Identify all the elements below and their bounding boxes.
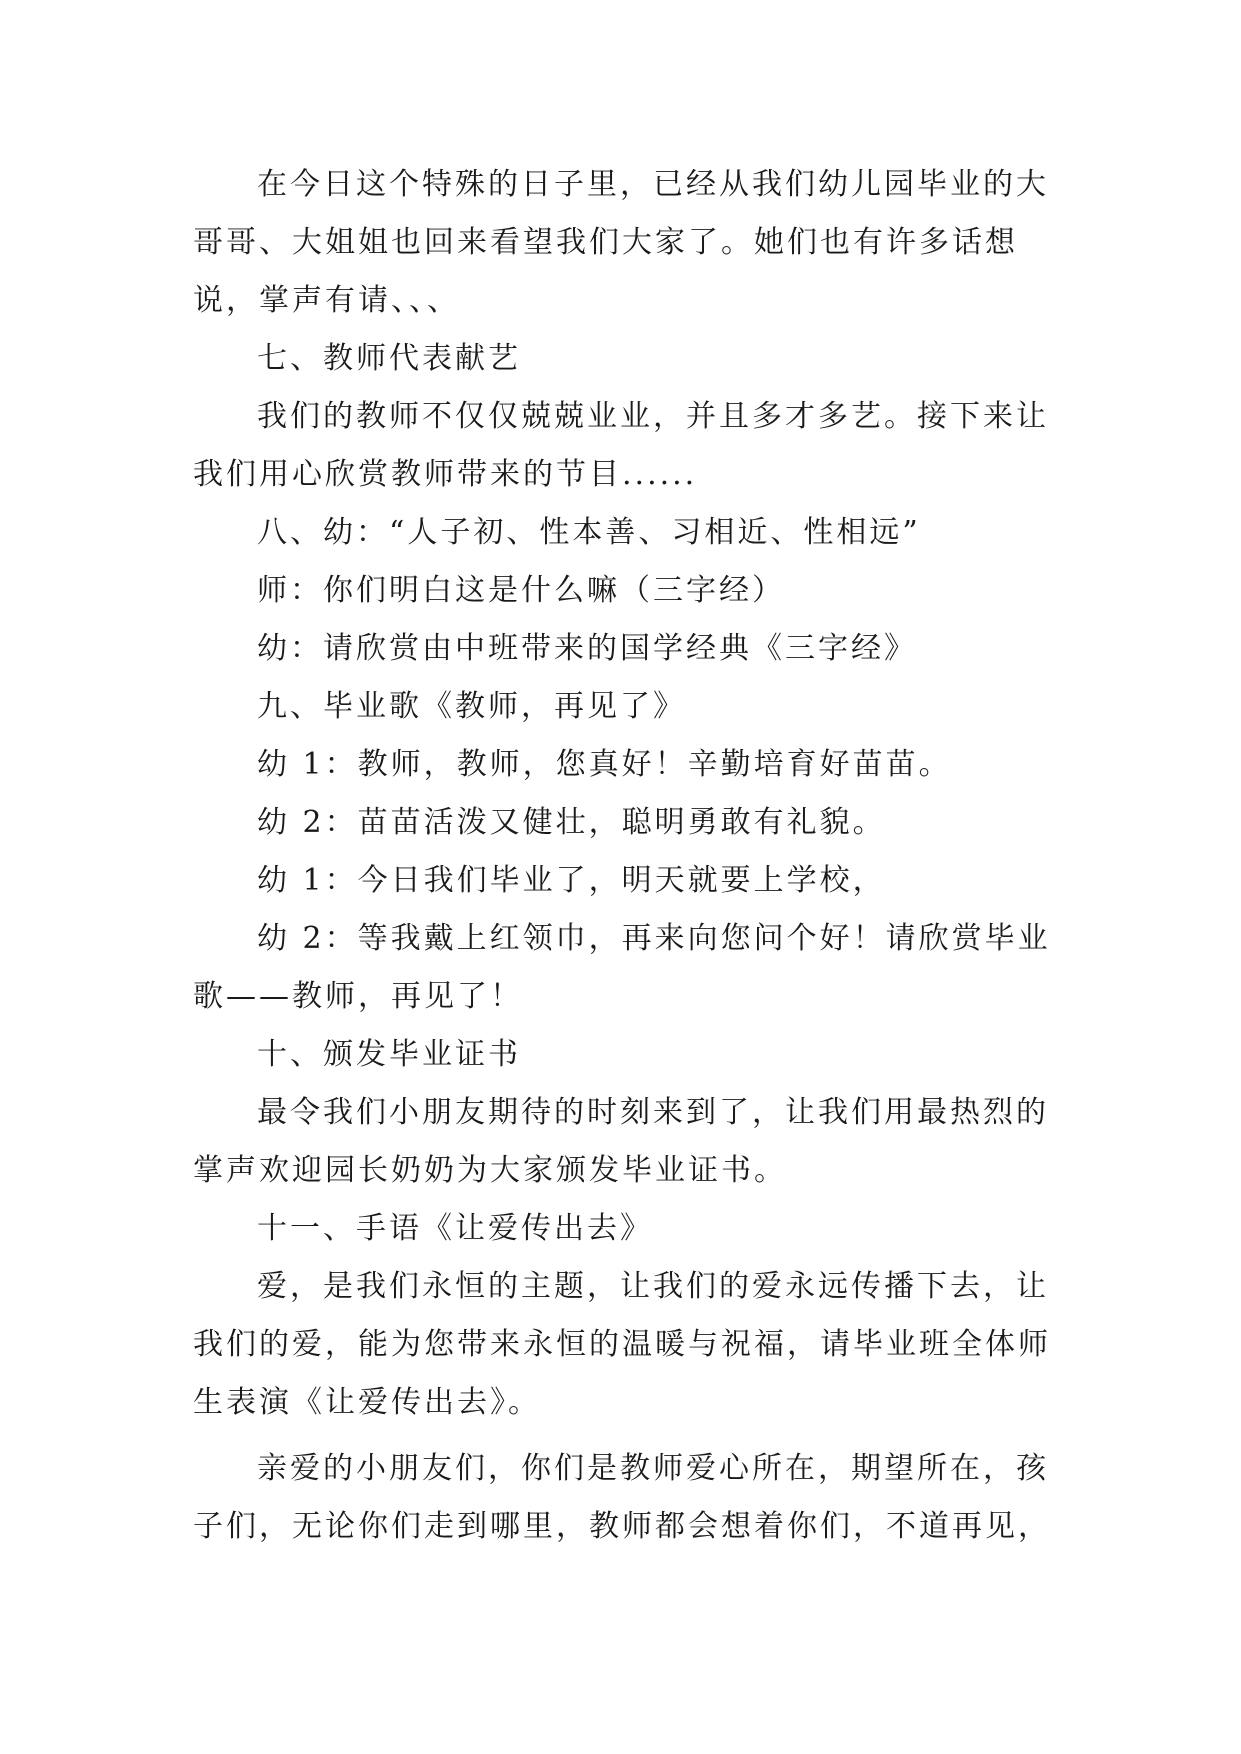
section-heading-9: 九、毕业歌《教师，再见了》 xyxy=(257,689,686,724)
dialogue-line: 幼 2：等我戴上红领巾，再来向您问个好！请欣赏毕业歌——教师，再见了！ xyxy=(193,921,1051,1014)
dialogue-line: 幼 2：苗苗活泼又健壮，聪明勇敢有礼貌。 xyxy=(257,805,886,840)
paragraph-love: 爱，是我们永恒的主题，让我们的爱永远传播下去，让我们的爱，能为您带来永恒的温暖与祝福，请毕业班全体师生表演《让爱传出去》。 xyxy=(193,1269,1051,1420)
section-heading-7: 七、教师代表献艺 xyxy=(257,341,521,376)
paragraph-certificates: 最令我们小朋友期待的时刻来到了，让我们用最热烈的掌声欢迎园长奶奶为大家颁发毕业证书。 xyxy=(193,1095,1049,1188)
dialogue-line: 师：你们明白这是什么嘛（三字经） xyxy=(257,573,785,608)
dialogue-line: 幼 1：今日我们毕业了，明天就要上学校， xyxy=(257,863,886,898)
paragraph-teacher-performance: 我们的教师不仅仅兢兢业业，并且多才多艺。接下来让我们用心欣赏教师带来的节目...... xyxy=(193,399,1049,492)
dialogue-line: 幼 1：教师，教师，您真好！辛勤培育好苗苗。 xyxy=(257,747,952,782)
document-body xyxy=(193,156,1053,1556)
dialogue-line: 幼：请欣赏由中班带来的国学经典《三字经》 xyxy=(257,631,917,666)
section-heading-10: 十、颁发毕业证书 xyxy=(257,1037,521,1072)
section-heading-8: 八、幼：“人子初、性本善、习相近、性相远” xyxy=(257,515,921,550)
paragraph-intro: 在今日这个特殊的日子里，已经从我们幼儿园毕业的大哥哥、大姐姐也回来看望我们大家了。她们也有许多话想说，掌声有请、、、 xyxy=(193,167,1049,318)
paragraph-closing: 亲爱的小朋友们，你们是教师爱心所在，期望所在，孩子们，无论你们走到哪里，教师都会想着你们，不道再见， xyxy=(193,1451,1051,1544)
section-heading-11: 十一、手语《让爱传出去》 xyxy=(257,1211,653,1246)
